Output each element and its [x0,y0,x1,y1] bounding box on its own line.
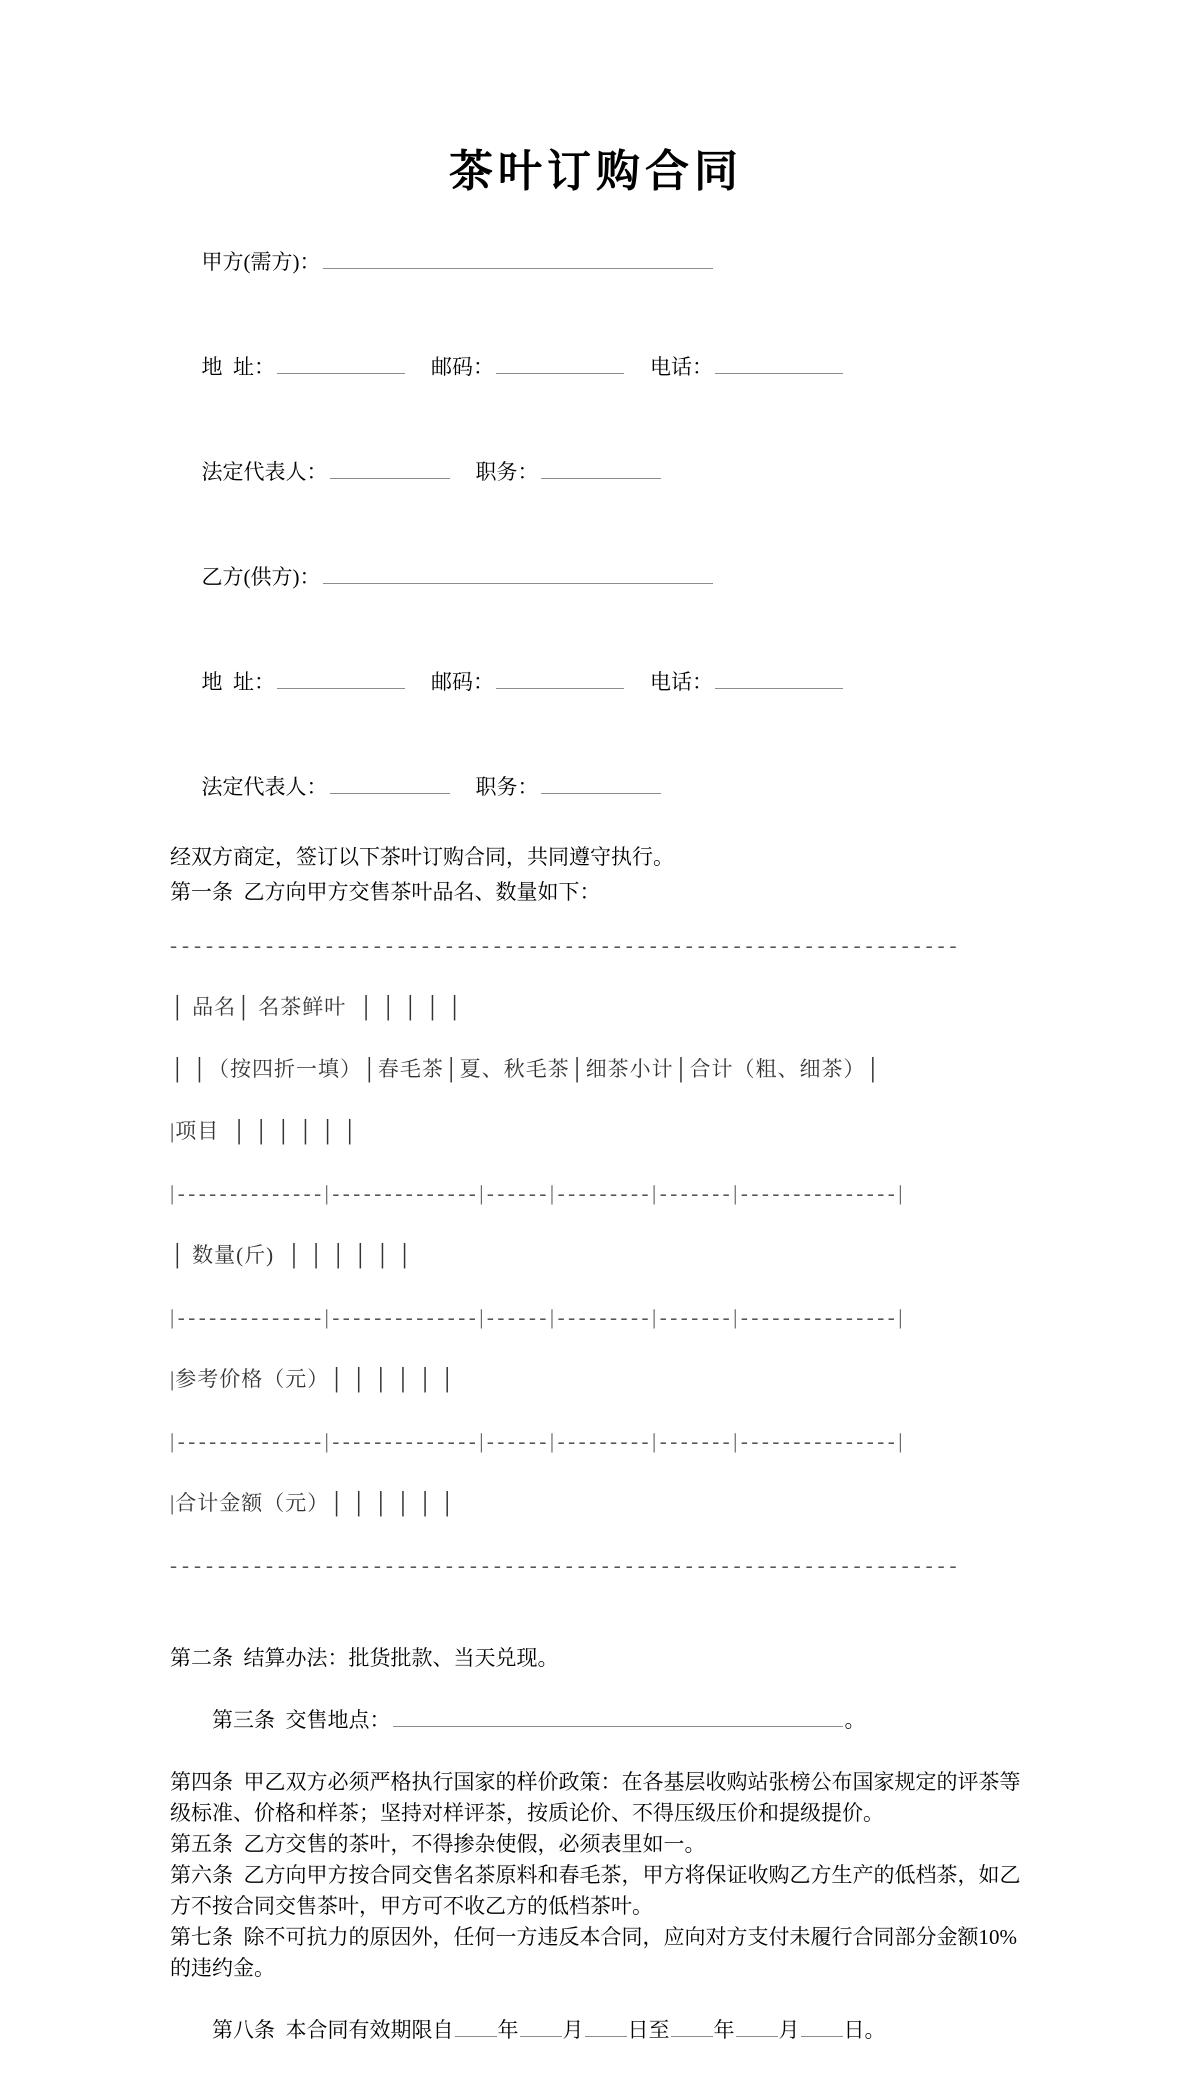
table-row-header: │ │（按四折一填）│春毛茶│夏、秋毛茶│细茶小计│合计（粗、细茶）│ [170,1057,882,1082]
day-to-label: 日至 [627,2018,670,2043]
party-b-rep-label: 法定代表人： [201,775,328,800]
party-b-zip-label: 邮码： [431,670,494,695]
party-b-name-line [170,525,1022,630]
article-2: 第二条 结算办法：批货批款、当天兑现。 [170,1646,559,1671]
party-a-name-blank [323,249,713,269]
article-6: 第六条 乙方向甲方按合同交售名茶原料和春毛茶，甲方将保证收购乙方生产的低档茶，如乙方不按合同交售茶叶，甲方可不收乙方的低档茶叶。 [170,1863,1021,1919]
contract-title: 茶叶订购合同 [449,147,743,196]
party-b-address-blank [277,669,405,689]
article-3-label: 第三条 交售地点： [212,1708,391,1733]
table-separator: |--------------|--------------|------|---------|-------|---------------| [170,1429,906,1454]
party-a-label: 甲方(需方)： [201,250,321,275]
table-row-product: │ 品名│ 名茶鲜叶 │ │ │ │ │ [170,995,464,1020]
table-separator: |--------------|--------------|------|---------|-------|---------------| [170,1305,906,1330]
party-a-rep-line [170,420,1022,525]
party-a-zip-label: 邮码： [431,355,494,380]
article-8-prefix: 第八条 本合同有效期限自 [212,2018,454,2043]
party-b-position-blank [541,774,661,794]
article-3-period: 。 [844,1708,866,1733]
party-b-name-blank [323,564,713,584]
party-a-address-label: 地 址： [201,355,275,380]
tea-table [170,930,1022,1581]
table-top-rule: ------------------------------------------------------------------ [170,933,962,958]
end-month-blank [736,2017,778,2037]
article-8 [170,1984,1022,2077]
party-a-position-label: 职务： [475,460,539,485]
end-year-blank [671,2017,713,2037]
party-a-phone-blank [715,354,843,374]
table-bottom-rule: ------------------------------------------------------------------ [170,1553,962,1578]
party-b-position-label: 职务： [475,775,539,800]
table-row-item: |项目 │ │ │ │ │ │ [170,1119,359,1144]
party-a-contact-line [170,315,1022,420]
party-a-rep-label: 法定代表人： [201,460,328,485]
start-day-blank [585,2017,627,2037]
party-a-address-blank [277,354,405,374]
party-a-position-blank [541,459,661,479]
party-b-zip-blank [496,669,624,689]
table-row-total: |合计金额（元）│ │ │ │ │ │ [170,1491,456,1516]
party-b-address-label: 地 址： [201,670,275,695]
party-b-label: 乙方(供方)： [201,565,321,590]
party-a-zip-blank [496,354,624,374]
table-row-quantity: │ 数量(斤) │ │ │ │ │ │ [170,1243,414,1268]
day-end-label: 日。 [843,2018,886,2043]
party-b-rep-line [170,735,1022,840]
articles-section [170,1643,1022,2077]
party-b-phone-label: 电话： [650,670,713,695]
month2-label: 月 [778,2018,800,2043]
article-7: 第七条 除不可抗力的原因外，任何一方违反本合同，应向对方支付未履行合同部分金额10%的违约金。 [170,1925,1017,1981]
article-4: 第四条 甲乙双方必须严格执行国家的样价政策：在各基层收购站张榜公布国家规定的评茶等级标准、价格和样茶；坚持对样评茶，按质论价、不得压级压价和提级提价。 [170,1770,1021,1826]
party-a-name-line [170,210,1022,315]
party-b-contact-line [170,630,1022,735]
party-b-rep-blank [330,774,450,794]
party-a-rep-blank [330,459,450,479]
year2-label: 年 [713,2018,735,2043]
end-day-blank [801,2017,843,2037]
delivery-place-blank [393,1707,843,1727]
month-label: 月 [562,2018,584,2043]
article-1: 第一条 乙方向甲方交售茶叶品名、数量如下： [170,880,601,905]
intro-line: 经双方商定，签订以下茶叶订购合同，共同遵守执行。 [170,845,674,870]
party-a-phone-label: 电话： [650,355,713,380]
article-5: 第五条 乙方交售的茶叶，不得掺杂使假，必须表里如一。 [170,1832,706,1857]
party-b-phone-blank [715,669,843,689]
start-month-blank [520,2017,562,2037]
table-separator: |--------------|--------------|------|---------|-------|---------------| [170,1181,906,1206]
article-3 [170,1674,1022,1767]
year-label: 年 [497,2018,519,2043]
table-row-price: |参考价格（元）│ │ │ │ │ │ [170,1367,456,1392]
start-year-blank [455,2017,497,2037]
